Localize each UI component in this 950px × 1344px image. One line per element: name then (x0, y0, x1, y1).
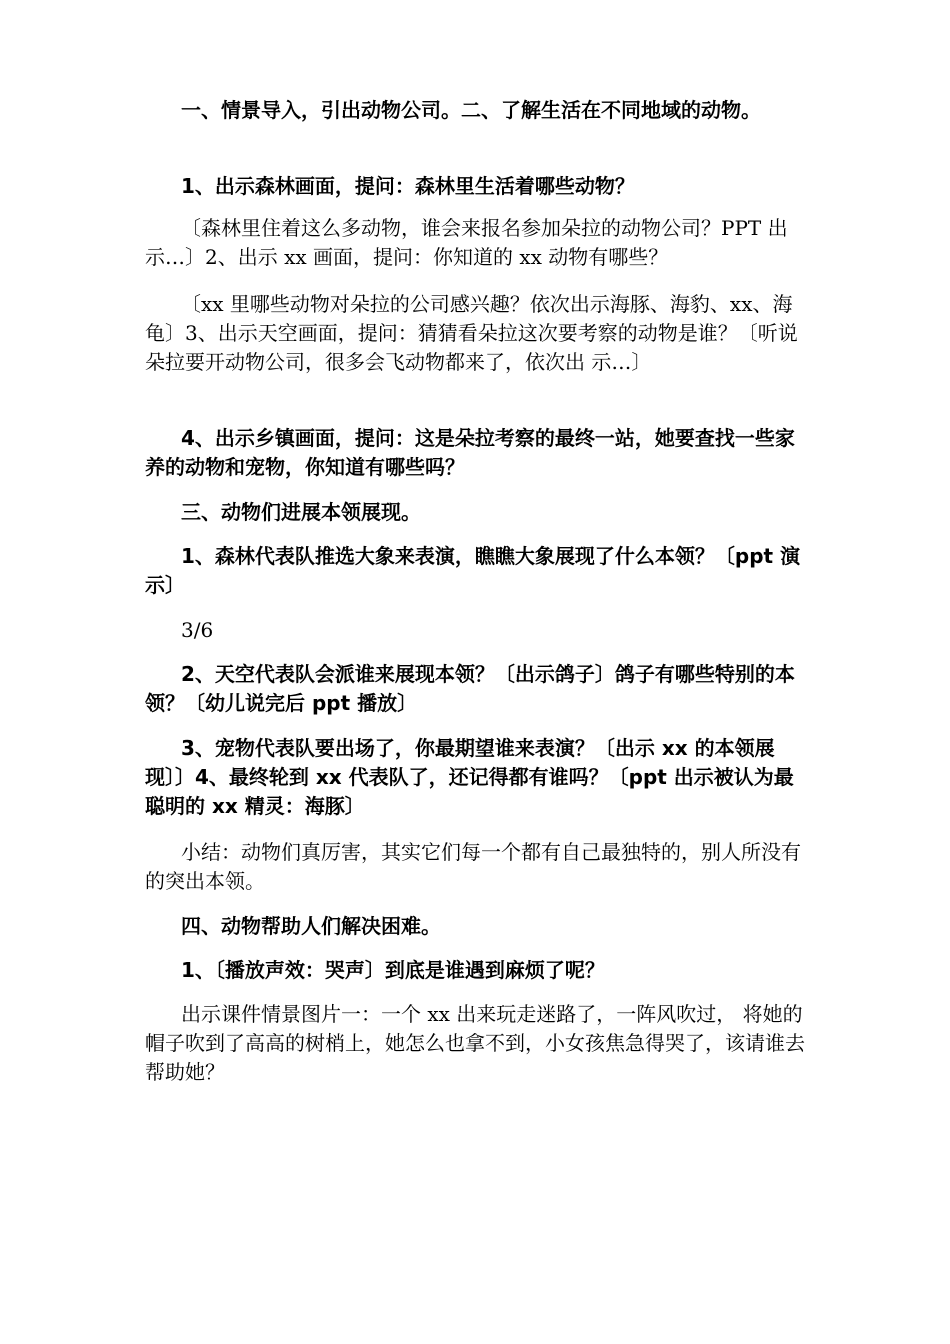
step-crying-sound: 1、〔播放声效：哭声〕到底是谁遇到麻烦了呢？ (181, 958, 605, 982)
step-elephant: 1、森林代表队推选大象来表演，瞧瞧大象展现了什么本领？〔ppt 演示〕 (145, 544, 801, 597)
step-pets-dolphin: 3、宠物代表队要出场了，你最期望谁来表演？〔出示 xx 的本领展现〕〕4、最终轮到 xx 代表队了，还记得都有谁吗？〔ppt 出示被认为最聪明的 xx 精灵：海豚〕 (145, 736, 794, 818)
page-number: 3/6 (181, 618, 214, 642)
scenario-picture: 出示课件情景图片一：一个 xx 出来玩走迷路了，一阵风吹过， 将她的帽子吹到了高高的树梢上，她怎么也拿不到，小女孩焦急得哭了，该请谁去帮助她？ (145, 1002, 805, 1084)
section-heading-intro: 一、情景导入，引出动物公司。二、了解生活在不同地域的动物。 (181, 98, 761, 122)
section-heading-help: 四、动物帮助人们解决困难。 (181, 914, 441, 938)
step-pigeon: 2、天空代表队会派谁来展现本领？〔出示鸽子〕鸽子有哪些特别的本领？〔幼儿说完后 ppt 播放〕 (145, 662, 795, 715)
step-village: 4、出示乡镇画面，提问：这是朵拉考察的最终一站，她要查找一些家养的动物和宠物，你知道有哪些吗？ (145, 426, 795, 479)
note-ocean: 〔xx 里哪些动物对朵拉的公司感兴趣？依次出示海豚、海豹、xx、海龟〕3、出示天空画面，提问：猜猜看朵拉这次要考察的动物是谁？〔听说朵拉要开动物公司，很多会飞动物都来了，依次出 示…〕 (145, 292, 798, 374)
step-forest: 1、出示森林画面，提问：森林里生活着哪些动物？ (181, 174, 635, 198)
section-heading-skills: 三、动物们进展本领展现。 (181, 500, 421, 524)
note-forest: 〔森林里住着这么多动物，谁会来报名参加朵拉的动物公司？PPT 出示…〕2、出示 xx 画面，提问：你知道的 xx 动物有哪些？ (145, 216, 788, 269)
summary: 小结：动物们真厉害，其实它们每一个都有自己最独特的，别人所没有的突出本领。 (145, 840, 801, 893)
